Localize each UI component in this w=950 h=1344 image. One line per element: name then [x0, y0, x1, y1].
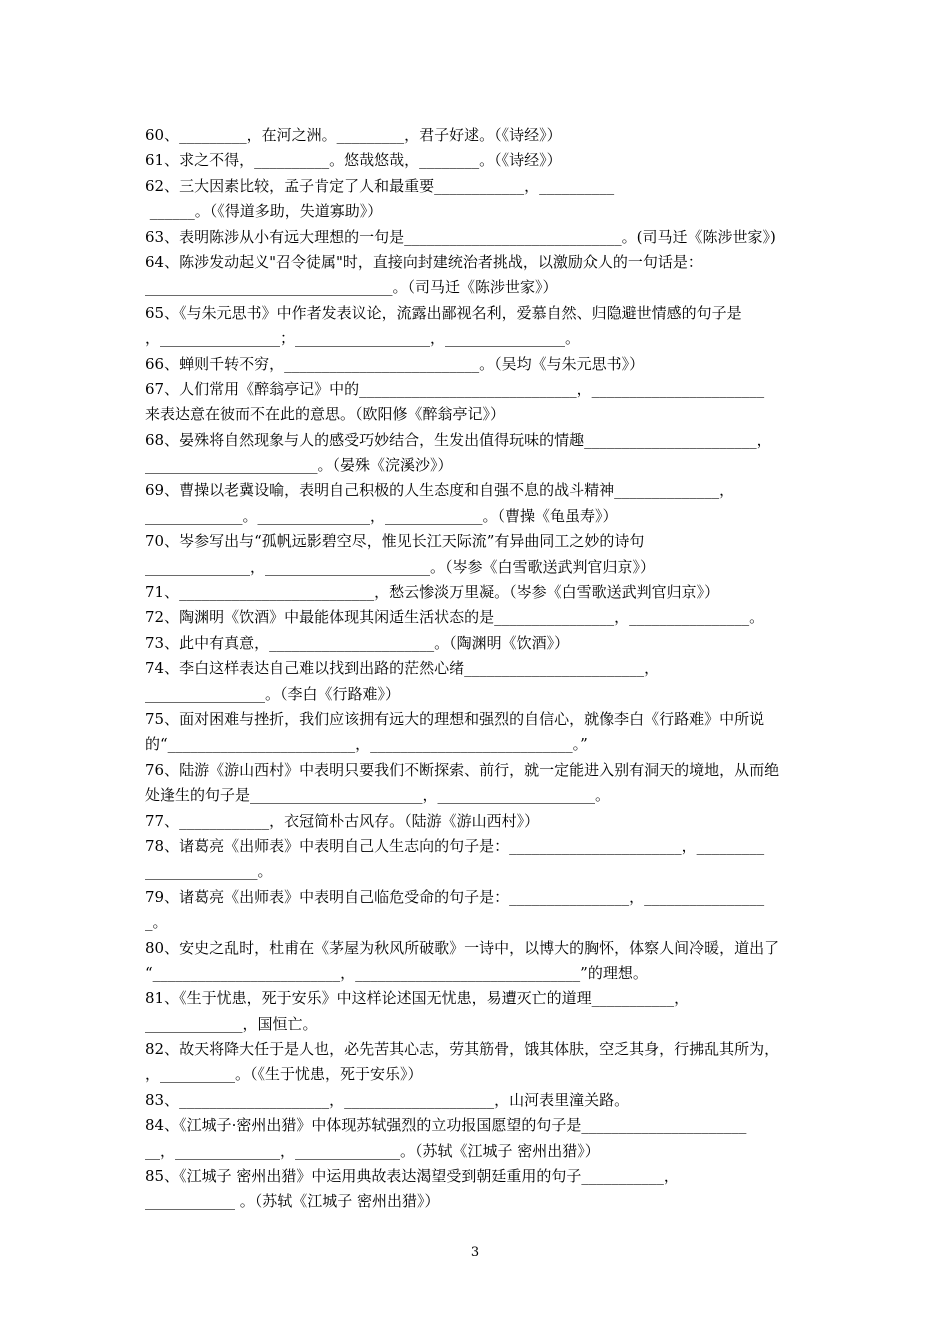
text-line: ，__________。（《生于忧患，死于安乐》）	[145, 1065, 423, 1084]
page-number: 3	[470, 1245, 480, 1260]
text-line: ______。（《得道多助，失道寡助》）	[145, 202, 383, 221]
text-line: 68、晏殊将自然现象与人的感受巧妙结合，生发出值得玩味的情趣_______________________，	[145, 430, 772, 449]
text-line: 67、人们常用《醉翁亭记》中的_____________________________，_______________________	[145, 379, 765, 398]
text-line: 的“_________________________，___________________________。”	[145, 735, 588, 754]
text-line: 80、安史之乱时，杜甫在《茅屋为秋风所破歌》一诗中，以博大的胸怀，体察人间冷暖，道出了	[145, 938, 780, 957]
text-line: ______________，______________________。（岑参《白雪歌送武判官归京》）	[145, 557, 656, 576]
text-line: 来表达意在彼而不在此的意思。（欧阳修《醉翁亭记》）	[145, 405, 506, 424]
text-line: 73、此中有真意，______________________。（陶渊明《饮酒》）	[145, 633, 570, 652]
text-line: 84、《江城子·密州出猎》中体现苏轼强烈的立功报国愿望的句子是______________________	[145, 1116, 747, 1135]
text-line: 70、岑参写出与“孤帆远影碧空尽，惟见长江天际流”有异曲同工之妙的诗句	[145, 532, 645, 551]
text-line: 74、李白这样表达自己难以找到出路的茫然心绪________________________，	[145, 659, 660, 678]
text-line: _____________，国恒亡。	[145, 1014, 318, 1033]
text-line: 69、曹操以老冀设喻，表明自己积极的人生态度和自强不息的战斗精神______________，	[145, 481, 735, 500]
text-line: _。	[145, 913, 168, 932]
text-line: 79、诸葛亮《出师表》中表明自己临危受命的句子是：________________，________________	[145, 887, 765, 906]
text-line: 82、故天将降大任于是人也，必先苦其心志，劳其筋骨，饿其体肤，空乏其身，行拂乱其所为，	[145, 1040, 780, 1059]
text-line: _____________。_______________，_____________。（曹操《龟虽寿》）	[145, 506, 618, 525]
text-line: 61、求之不得，__________。悠哉悠哉，________。（《诗经》）	[145, 151, 562, 170]
text-line: “_________________________，______________________________”的理想。	[145, 963, 648, 982]
text-line: 78、诸葛亮《出师表》中表明自己人生志向的句子是：_______________________，_________	[145, 836, 765, 855]
text-line: _______________。	[145, 862, 273, 881]
text-line: 63、表明陈涉从小有远大理想的一句是_____________________________。(司马迁《陈涉世家》)	[145, 227, 776, 246]
text-line: 83、____________________，____________________，山河表里潼关路。	[145, 1090, 630, 1109]
text-line: 75、面对困难与挫折，我们应该拥有远大的理想和强烈的自信心，就像李白《行路难》中所说	[145, 709, 765, 728]
text-line: _______________________。（晏殊《浣溪沙》）	[145, 456, 453, 475]
text-line: 60、_________，在河之洲。_________，君子好逑。（《诗经》）	[145, 126, 562, 144]
text-line: 76、陆游《游山西村》中表明只要我们不断探索、前行，就一定能进入别有洞天的境地，从而绝	[145, 760, 780, 779]
text-line: __，______________，______________。（苏轼《江城子 密州出猎》）	[145, 1141, 600, 1160]
text-line: 81、《生于忧患，死于安乐》中这样论述国无忧患，易遭灭亡的道理___________，	[145, 989, 690, 1008]
text-line: 77、____________，衣冠简朴古风存。（陆游《游山西村》）	[145, 811, 540, 830]
text-line: 处逢生的句子是_______________________，_____________________。	[145, 786, 611, 805]
text-line: 85、《江城子 密州出猎》中运用典故表达渴望受到朝廷重用的句子___________，	[145, 1167, 679, 1186]
text-line: ____________ 。（苏轼《江城子 密州出猎》）	[145, 1192, 440, 1211]
text-line: 62、三大因素比较，孟子肯定了人和最重要____________，__________	[145, 176, 615, 195]
text-line: 64、陈涉发动起义"召令徒属"时，直接向封建统治者挑战，以激励众人的一句话是：	[145, 252, 703, 271]
text-line: ，________________；__________________，________________。	[145, 329, 581, 348]
text-line: 66、蝉则千转不穷，__________________________。（吴均《与朱元思书》）	[145, 354, 645, 373]
text-line: _________________________________。（司马迁《陈涉世家》）	[145, 278, 558, 297]
text-line: 65、《与朱元思书》中作者发表议论，流露出鄙视名利，爱慕自然、归隐避世情感的句子是	[145, 303, 742, 322]
text-line: 72、陶渊明《饮酒》中最能体现其闲适生活状态的是________________，________________。	[145, 608, 765, 627]
text-line: 71、__________________________，愁云惨淡万里凝。（岑参《白雪歌送武判官归京》）	[145, 583, 720, 602]
question-list	[145, 123, 810, 1215]
text-line: ________________。（李白《行路难》）	[145, 684, 401, 703]
